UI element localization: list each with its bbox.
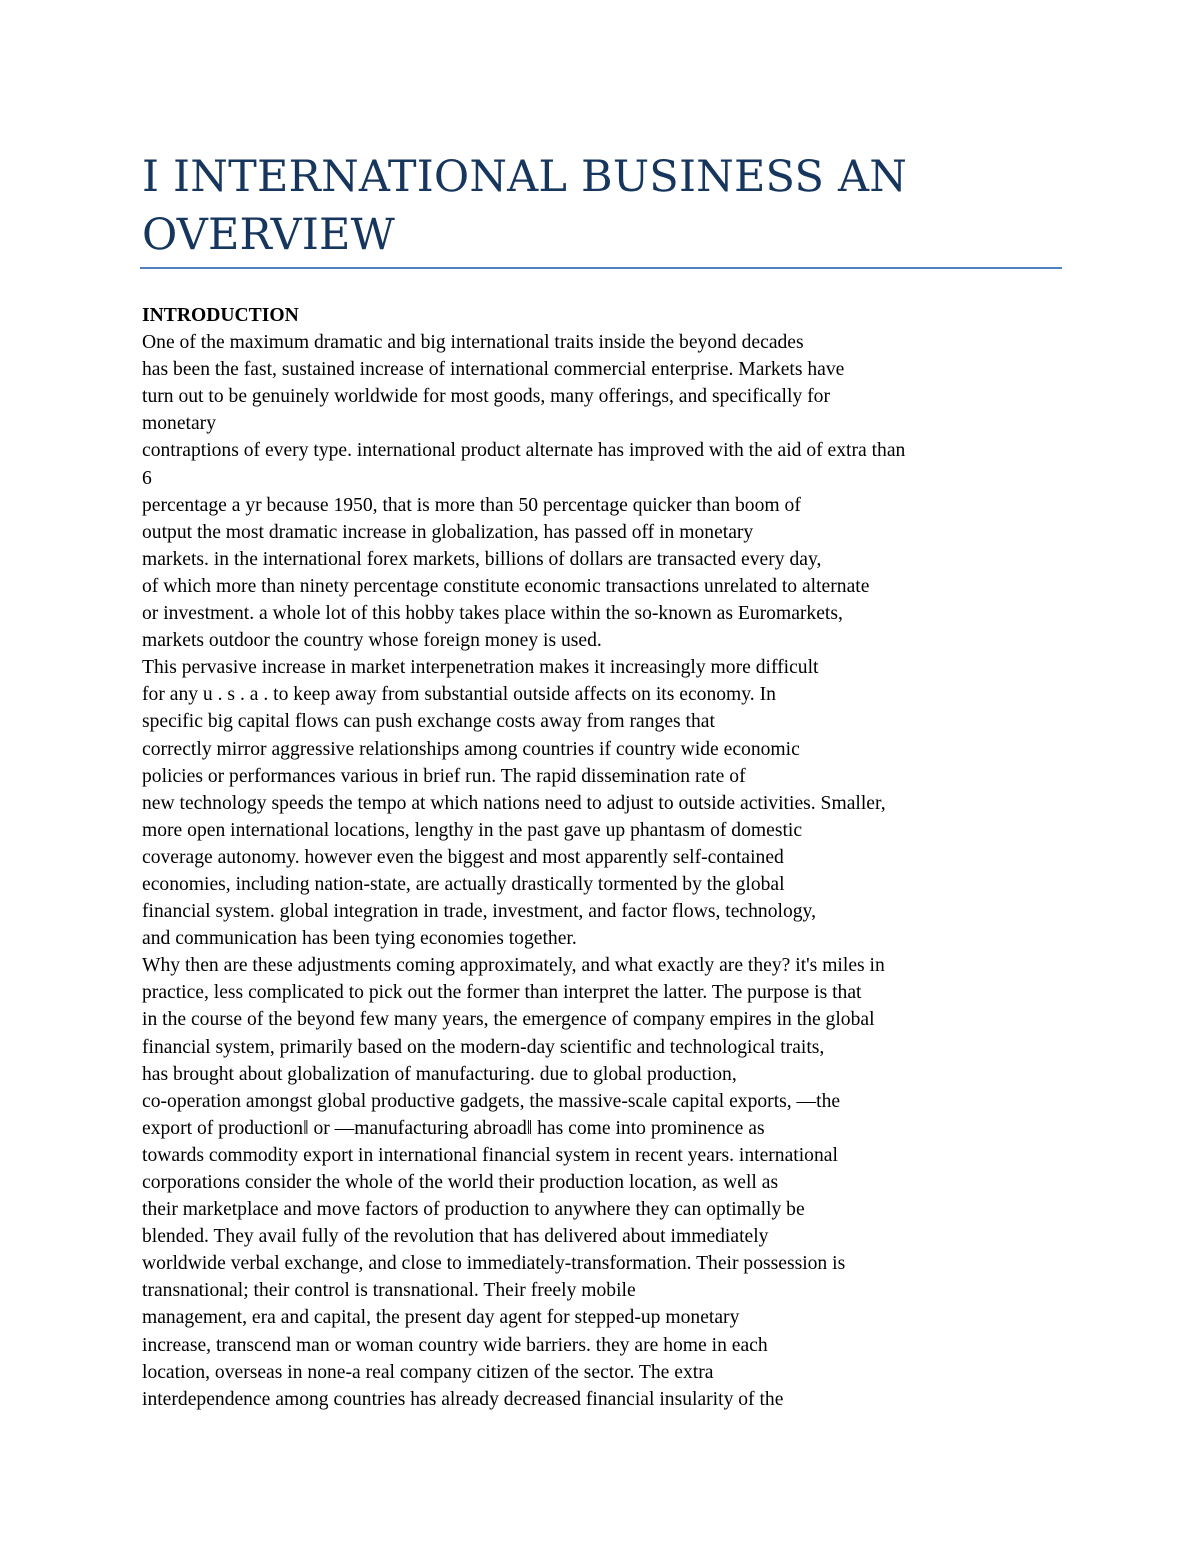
- text-line: percentage a yr because 1950, that is more than 50 percentage quicker than boom of: [142, 494, 801, 516]
- text-line: has brought about globalization of manufacturing. due to global production,: [142, 1063, 737, 1085]
- text-line: One of the maximum dramatic and big international traits inside the beyond decades: [142, 332, 804, 354]
- text-line: coverage autonomy. however even the biggest and most apparently self-contained: [142, 846, 784, 868]
- title-divider: [140, 267, 1062, 269]
- text-line: policies or performances various in brief run. The rapid dissemination rate of: [142, 765, 746, 787]
- text-line: increase, transcend man or woman country wide barriers. they are home in each: [142, 1334, 768, 1356]
- text-line: transnational; their control is transnational. Their freely mobile: [142, 1280, 636, 1302]
- text-line: Why then are these adjustments coming approximately, and what exactly are they? it's miles in: [142, 955, 885, 977]
- text-line: corporations consider the whole of the world their production location, as well as: [142, 1172, 779, 1193]
- text-line: markets outdoor the country whose foreign money is used.: [142, 630, 602, 652]
- text-line: correctly mirror aggressive relationships among countries if country wide economic: [142, 738, 800, 760]
- text-line: markets. in the international forex markets, billions of dollars are transacted every day,: [142, 548, 822, 570]
- section-heading: INTRODUCTION: [142, 305, 299, 326]
- text-line: management, era and capital, the present day agent for stepped-up monetary: [142, 1307, 740, 1329]
- text-line: of which more than ninety percentage constitute economic transactions unrelated to alternate: [142, 575, 870, 597]
- text-line: turn out to be genuinely worldwide for most goods, many offerings, and specifically for: [142, 386, 830, 408]
- page-title: [142, 148, 1042, 264]
- text-line: blended. They avail fully of the revolution that has delivered about immediately: [142, 1226, 769, 1248]
- text-line: practice, less complicated to pick out the former than interpret the latter. The purpose is that: [142, 982, 862, 1004]
- text-line: new technology speeds the tempo at which nations need to adjust to outside activities. Smaller,: [142, 792, 886, 814]
- text-line: export of production‖ or —manufacturing abroad‖ has come into prominence as: [142, 1117, 765, 1139]
- text-line: more open international locations, lengthy in the past gave up phantasm of domestic: [142, 819, 803, 841]
- text-line: their marketplace and move factors of production to anywhere they can optimally be: [142, 1199, 805, 1221]
- text-line: financial system. global integration in trade, investment, and factor flows, technology,: [142, 901, 816, 923]
- text-line: financial system, primarily based on the modern-day scientific and technological traits,: [142, 1036, 825, 1058]
- text-line: co-operation amongst global productive gadgets, the massive-scale capital exports, —the: [142, 1090, 841, 1112]
- text-line: or investment. a whole lot of this hobby takes place within the so-known as Euromarkets,: [142, 603, 843, 625]
- text-line: and communication has been tying economies together.: [142, 928, 577, 950]
- text-line: monetary: [142, 413, 216, 435]
- text-line: has been the fast, sustained increase of international commercial enterprise. Markets have: [142, 359, 845, 381]
- text-line: contraptions of every type. international product alternate has improved with the aid of extra than: [142, 440, 906, 462]
- document-body: [142, 302, 1072, 1413]
- text-line: for any u . s . a . to keep away from substantial outside affects on its economy. In: [142, 684, 776, 706]
- text-line: This pervasive increase in market interpenetration makes it increasingly more difficult: [142, 657, 819, 679]
- text-line: economies, including nation-state, are actually drastically tormented by the global: [142, 873, 785, 895]
- text-line: output the most dramatic increase in globalization, has passed off in monetary: [142, 521, 754, 543]
- text-line: 6: [142, 467, 152, 489]
- title-line: OVERVIEW: [142, 210, 396, 260]
- text-line: in the course of the beyond few many years, the emergence of company empires in the global: [142, 1009, 875, 1031]
- text-line: worldwide verbal exchange, and close to immediately-transformation. Their possession is: [142, 1253, 846, 1275]
- text-line: interdependence among countries has already decreased financial insularity of the: [142, 1388, 784, 1410]
- text-line: towards commodity export in international financial system in recent years. international: [142, 1144, 838, 1166]
- text-line: specific big capital flows can push exchange costs away from ranges that: [142, 711, 715, 733]
- text-line: location, overseas in none-a real company citizen of the sector. The extra: [142, 1361, 714, 1383]
- title-line: I INTERNATIONAL BUSINESS AN: [142, 152, 908, 202]
